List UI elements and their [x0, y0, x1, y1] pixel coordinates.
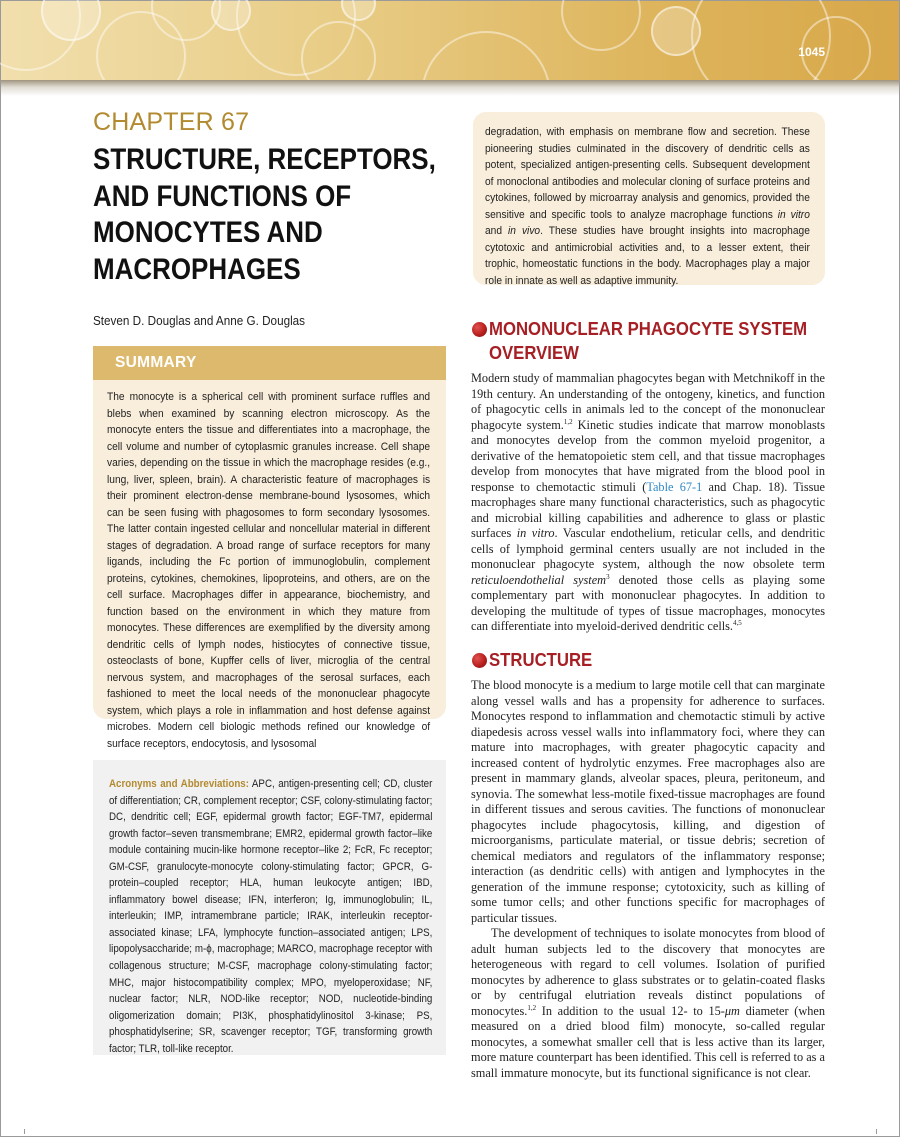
banner-shadow [1, 80, 899, 96]
acronyms-box [93, 760, 446, 1055]
structure-paragraph [471, 926, 825, 1081]
summary-continuation-box [473, 112, 825, 285]
section-heading-line: STRUCTURE [489, 650, 593, 670]
summary-text: The monocyte is a spherical cell with prominent surface ruffles and blebs when examined by scanning electron microscopy. As the monocyte enters the tissue and differentiates into a macrophage, the cell volume and number of cytoplasmic granules increase. Cell shape varies, depending on the tissue in which the macrophage resides (e.g., lung, liver, spleen, brain). A characteristic feature of macrophages is their prominent electron-dense membrane-bound lysosomes, which can be seen fusing with phagosomes to form secondary lysosomes. The latter contain ingested cellular and noncellular material in different stages of degradation. A broad range of surface receptors for many ligands, including the Fc portion of immunoglobulin, complement proteins, cytokines, chemokines, lipoproteins, and others, are on the cell surface. Macrophages differ in appearance, biochemistry, and function based on the environment in which they mature from monocytes. These differences are exemplified by the diversity among dendritic cells of lymph nodes, histiocytes of connective tissue, osteoclasts of bone, Kupffer cells of liver, microglia of the central nervous system, and macrophages of the serosal surfaces, each fashioned to meet the local needs of the mononuclear phagocyte system, which plays a role in inflammation and host defense against microbes. Modern cell biologic methods refined our knowledge of surface receptors, endocytosis, and lysosomal [107, 391, 431, 750]
authors: Steven D. Douglas and Anne G. Douglas [93, 313, 306, 328]
chapter-title-line: MACROPHAGES [93, 252, 301, 286]
section-heading-mps [472, 317, 832, 365]
acronyms-text [109, 776, 432, 1057]
acronyms-label: Acronyms and Abbreviations: [109, 778, 249, 790]
chapter-title [93, 142, 453, 288]
summary-continuation-part: and [485, 225, 509, 237]
page-number: 1045 [798, 45, 825, 59]
text-run: In addition to the usual 12- to 15- [536, 1003, 725, 1018]
summary-continuation-italic: in vivo [508, 225, 541, 237]
mps-body [471, 371, 825, 635]
section-bullet-icon [472, 322, 487, 337]
citation-ref: 3 [606, 572, 610, 581]
citation-ref: 4,5 [733, 618, 742, 627]
chapter-label: CHAPTER 67 [93, 108, 250, 136]
crop-mark [24, 1129, 25, 1134]
structure-paragraph: The blood monocyte is a medium to large motile cell that can marginate along vessel walls and has a propensity for adherence to surfaces. Monocytes respond to inflammation and chemotactic stimuli by active diapedesis across vessel walls into inflammatory foci, where they can mature into macrophages, with greater phagocytic capacity and increased content of hydrolytic enzymes. Free macrophages also are present in mammary glands, alveolar spaces, pleura, peritoneum, and synovia. The somewhat less-motile fixed-tissue macrophages are found in different tissues and serous cavities. The functions of mononuclear phagocytes include phagocytosis, killing, and digestion of microorganisms, particulate material, or tissue debris; secretion of chemical mediators and regulators of the inflammatory response; interaction (as dendritic cells) with antigen and lymphocytes in the generation of the immune response; cytotoxicity, such as killing of some tumor cells; and other functions specific for macrophages of particular tissues. [471, 678, 826, 925]
header-banner [1, 1, 899, 80]
text-run: denoted those cells as playing some complementary part with mononuclear phagocytes. In addition to developing the multitude of types of tissue macrophages, monocytes can differentiate into myeloid-derived dendritic cells. [471, 572, 825, 633]
summary-continuation-part: degradation, with emphasis on membrane flow and secretion. These pioneering studies culminated in the discovery of dendritic cells as potent, specialized antigen-presenting cells. Subsequent development of monoclonal antibodies and molecular cloning of surface proteins and cytokines, followed by microarray analysis and genomics, provided the sensitive and specific tools to analyze macrophage functions [485, 126, 810, 221]
section-bullet-icon [472, 653, 487, 668]
chapter-title-line: MONOCYTES AND [93, 216, 323, 249]
italic-run: reticuloendothelial system [471, 572, 607, 587]
text-run: Modern study of mammalian phagocytes began with Metchnikoff in the 19th century. An understanding of the ontogeny, kinetics, and function of phagocytic cells in animals led to the concept of the mononuclear phagocyte system. [471, 371, 825, 432]
text-run: . Vascular endothelium, reticular cells, and dendritic cells of lymphoid germinal centers usually are not included in the mononuclear phagocyte system, although the now obsolete term [471, 526, 825, 571]
chapter-title-line: STRUCTURE, RECEPTORS, [93, 143, 436, 176]
italic-run: in vitro [516, 526, 555, 540]
acronyms-list: APC, antigen-presenting cell; CD, cluster of differentiation; CR, complement receptor; CSF, colony-stimulating factor; DC, dendritic cell; EGF, epidermal growth factor; EGF-TM7, epidermal growth factor–seven transmembrane; EMR2, epidermal growth factor–like module containing mucin-like hormone receptor–like 2; FcR, Fc receptor; GM-CSF, granulocyte-monocyte colony-stimulating factor; GPCR, G-protein–coupled receptor; HLA, human leukocyte antigen; IBD, inflammatory bowel disease; IFN, interferon; Ig, immunoglobulin; IL, interleukin; IMP, intramembrane particle; IRAK, interleukin receptor-associated kinase; LFA, lymphocyte function–associated antigen; LPS, lipopolysaccharide; m-ϕ, macrophage; MARCO, macrophage receptor with collagenous structure; M-CSF, macrophage colony-stimulating factor; MHC, major histocompatibility complex; MPO, myeloperoxidase; NF, nuclear factor; NLR, NOD-like receptor; NOD, nucleotide-binding oligomerization domain; PI3K, phosphatidylinositol 3-kinase; PS, phosphatidylserine; SR, scavenger receptor; TGF, transforming growth factor; TLR, toll-like receptor. [109, 778, 433, 1055]
chapter-title-line: AND FUNCTIONS OF [93, 179, 352, 213]
section-heading-structure [472, 648, 832, 672]
text-run: diameter (when measured on a dried blood film) monocyte, so-called regular monocytes, a somewhat smaller cell that is less active than its larger, more mature counterpart has been identified. This cell is referred to as a small immature monocyte, but its functional significance is not clear. [471, 1003, 825, 1080]
section-heading-line: OVERVIEW [489, 343, 579, 363]
text-run: and Chap. 18). Tissue macrophages share many functional characteristics, such as phagocytic and microbial killing capabilities and adherence to glass or plastic surfaces [471, 479, 825, 540]
summary-heading: SUMMARY [93, 346, 446, 380]
italic-run: μm [724, 1003, 740, 1018]
crop-mark [876, 1129, 877, 1134]
citation-ref: 1,2 [527, 1003, 537, 1012]
mps-paragraph [471, 371, 825, 635]
text-run: The development of techniques to isolate monocytes from blood of adult human subjects led to the discovery that monocytes are heterogeneous with regard to cell volumes. Isolation of purified monocytes by adherence to glass substrates or to gelatin-coated flasks or by centrifugal elutriation reveals distinct populations of monocytes. [471, 926, 825, 1018]
summary-continuation-italic: in vitro [777, 208, 810, 221]
section-heading-line: MONONUCLEAR PHAGOCYTE SYSTEM [489, 319, 808, 339]
table-67-1-link[interactable]: Table 67-1 [646, 479, 703, 494]
structure-body [471, 678, 825, 1081]
summary-continuation-text [485, 124, 810, 289]
summary-box [93, 346, 446, 750]
citation-ref: 1,2 [563, 417, 573, 426]
summary-continuation-part: . These studies have brought insights into macrophage cytotoxic and antimicrobial activities and, to a lesser extent, their trophic, homeostatic functions in the body. Macrophages play a major role in innate as well as adaptive immunity. [485, 225, 810, 287]
text-run: Kinetic studies indicate that marrow monoblasts and monocytes develop from the common myeloid progenitor, a derivative of the hematopoietic stem cell, and that tissue macrophages develop from monocytes that have migrated from the blood pool in response to chemotactic stimuli ( [471, 417, 826, 494]
